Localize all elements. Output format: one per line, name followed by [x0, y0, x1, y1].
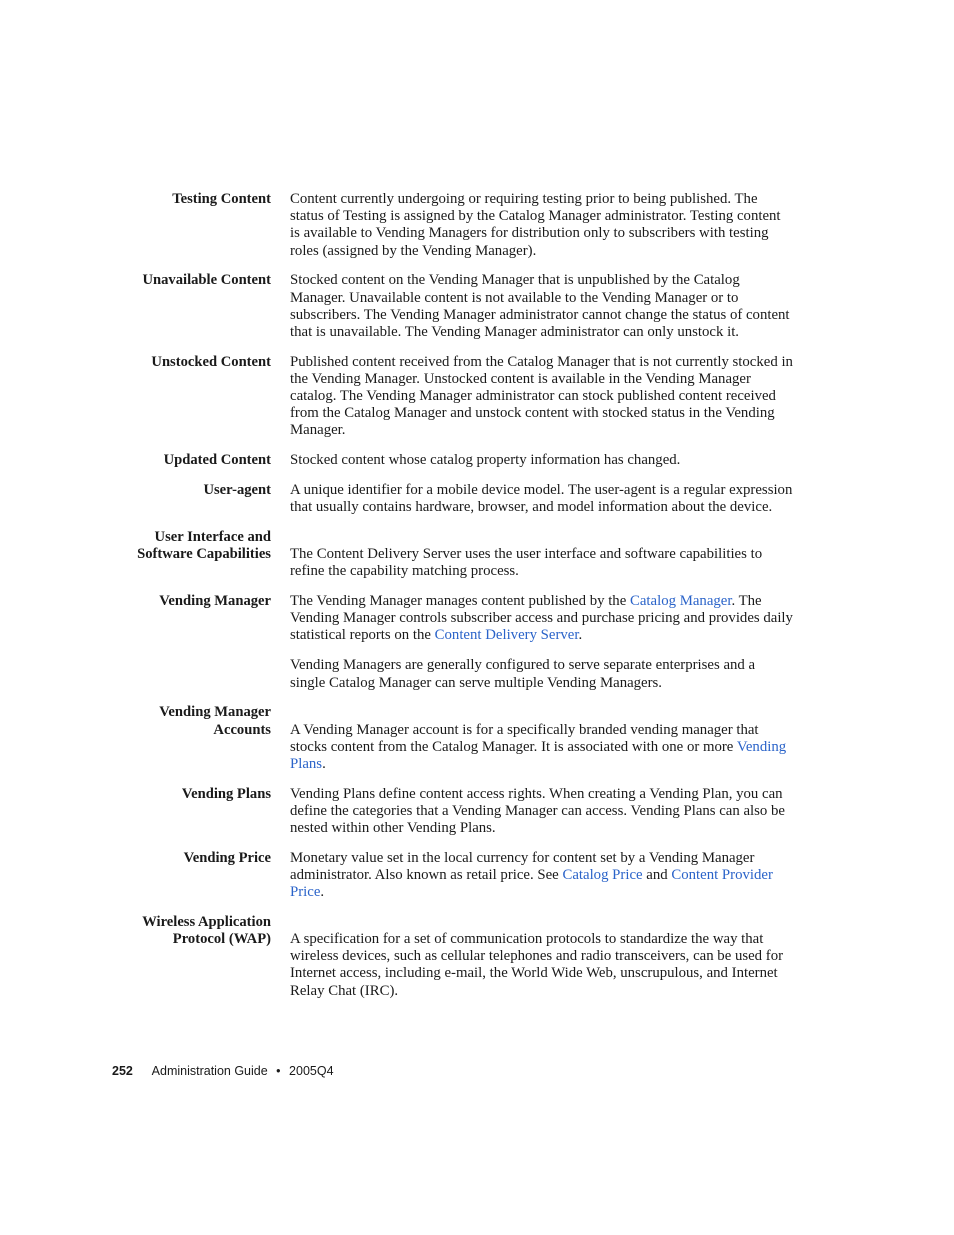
glossary-term: User-agent: [203, 481, 271, 498]
glossary-entry: [0, 786, 954, 838]
page-footer: [112, 1064, 334, 1078]
footer-version: 2005Q4: [289, 1064, 334, 1078]
glossary-term: Vending Manager Accounts: [159, 704, 271, 738]
glossary-term: Unavailable Content: [142, 272, 271, 289]
glossary-definition: [290, 354, 794, 440]
definition-text: The Vending Manager manages content published by the: [290, 592, 630, 609]
glossary-definition: [290, 191, 794, 260]
glossary-definition: [290, 529, 794, 581]
definition-text: and: [642, 866, 672, 883]
glossary-definition: [290, 914, 794, 1000]
glossary-term: Updated Content: [163, 452, 271, 469]
definition-paragraph: [290, 786, 794, 838]
definition-text: .: [320, 884, 325, 901]
glossary-term: Testing Content: [172, 191, 271, 207]
glossary-term: Unstocked Content: [151, 353, 271, 370]
definition-text: Vending Managers are generally configured to serve separate enterprises and a single Catalog Manager can serve multiple Vending Managers.: [290, 657, 756, 691]
glossary-term: Vending Manager: [159, 592, 271, 609]
definition-text: Stocked content whose catalog property information has changed.: [290, 452, 681, 469]
glossary-definition: [290, 704, 794, 773]
definition-paragraph: [290, 722, 794, 774]
glossary-entry: [0, 850, 954, 902]
definition-paragraph: [290, 272, 794, 341]
definition-text: A specification for a set of communication protocols to standardize the way that wireless devices, such as cellular telephones and radio transceivers, can be used for Internet access, including e-mail, the World Wide Web, unscrupulous, and Internet Relay Chat (IRC).: [290, 931, 784, 999]
glossary-definition: [290, 452, 794, 469]
definition-text: Stocked content on the Vending Manager that is unpublished by the Catalog Manager. Unavailable content is not available to the Vending Manager or to subscribers. The Vending Manager administrator cannot change the status of content that is unavailable. The Vending Manager administrator can only unstock it.: [290, 272, 790, 340]
glossary-definition: [290, 786, 794, 838]
definition-text: The Content Delivery Server uses the user interface and software capabilities to refine the capability matching process.: [290, 545, 763, 580]
definition-text: Content currently undergoing or requiring testing prior to being published. The status of Testing is assigned by the Catalog Manager administrator. Testing content is available to Vending Managers for distribution only to subscribers with testing roles (assigned by the Vending Manager).: [290, 191, 781, 259]
cross-reference-link[interactable]: Catalog Manager: [629, 592, 732, 609]
glossary-definition: [290, 593, 794, 692]
glossary-entry: [0, 191, 954, 260]
definition-text: Monetary value set in the local currency for content set by a Vending Manager administrator. Also known as retail price. See: [290, 849, 755, 883]
definition-paragraph: [290, 593, 794, 645]
definition-paragraph: [290, 354, 794, 440]
definition-paragraph: [290, 482, 794, 516]
definition-text: Vending Plans define content access rights. When creating a Vending Plan, you can define the categories that a Vending Manager can access. Vending Plans can also be nested within other Vending Plans.: [290, 785, 785, 837]
definition-text: A unique identifier for a mobile device model. The user-agent is a regular expression that usually contains hardware, browser, and model information about the device.: [290, 481, 793, 516]
glossary-entry: [0, 272, 954, 341]
glossary-entry: [0, 452, 954, 469]
definition-paragraph: [290, 850, 794, 902]
cross-reference-link[interactable]: Content Delivery Server: [434, 627, 579, 644]
definition-paragraph: [290, 657, 794, 691]
glossary-term: User Interface and Software Capabilities: [137, 528, 271, 562]
footer-bullet: •: [276, 1064, 281, 1078]
glossary-definition: [290, 850, 794, 902]
glossary-entry: [0, 482, 954, 516]
glossary-term: Wireless Application Protocol (WAP): [142, 913, 271, 948]
glossary-entry: [0, 529, 954, 581]
glossary-entry: [0, 914, 954, 1000]
definition-paragraph: [290, 931, 794, 1000]
definition-paragraph: [290, 546, 794, 580]
glossary-entry: [0, 704, 954, 773]
definition-text: .: [578, 627, 583, 644]
glossary-definition: [290, 482, 794, 516]
definition-text: .: [322, 755, 326, 772]
glossary-entry: [0, 354, 954, 440]
cross-reference-link[interactable]: Catalog Price: [562, 866, 643, 883]
page-number: 252: [112, 1064, 133, 1078]
cross-reference-link[interactable]: Vending Plans: [290, 738, 787, 772]
cross-reference-link[interactable]: Content Provider Price: [290, 866, 773, 901]
definition-text: A Vending Manager account is for a specifically branded vending manager that stocks content from the Catalog Manager. It is associated with one or more: [290, 721, 759, 755]
definition-paragraph: [290, 191, 794, 260]
glossary-term: Vending Price: [183, 849, 271, 866]
glossary-list: [0, 191, 954, 1012]
glossary-term: Vending Plans: [181, 785, 271, 802]
glossary-entry: [0, 593, 954, 692]
footer-title: Administration Guide: [151, 1064, 268, 1078]
glossary-definition: [290, 272, 794, 341]
definition-text: Published content received from the Catalog Manager that is not currently stocked in the Vending Manager. Unstocked content is available in the Vending Manager catalog. The Vending Manager administrator can stock published content received from the Catalog Manager and unstock content with stocked status in the Vending Manager.: [290, 353, 793, 439]
definition-text: . The Vending Manager controls subscriber access and purchase pricing and provides daily statistical reports on the: [290, 592, 793, 644]
definition-paragraph: [290, 452, 794, 469]
